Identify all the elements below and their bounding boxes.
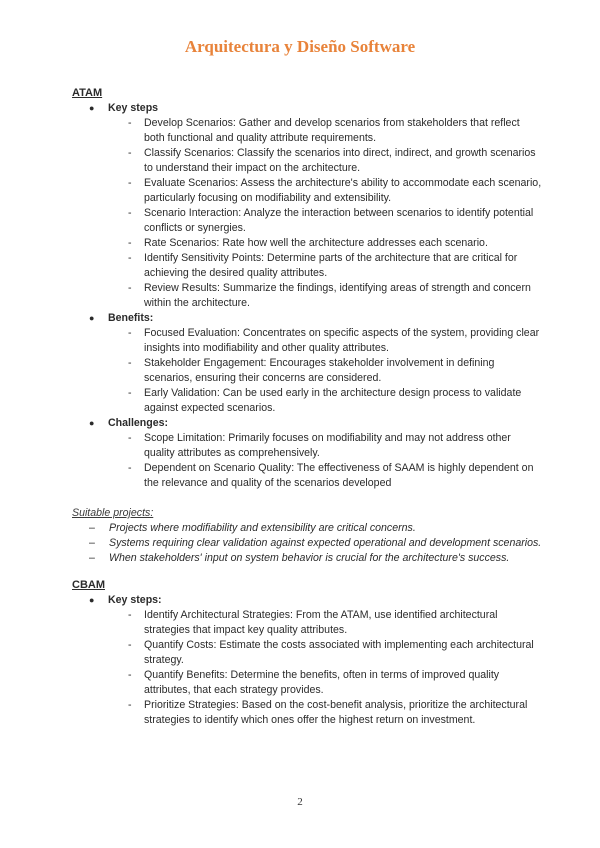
page-title: Arquitectura y Diseño Software [184, 37, 416, 56]
list-item: - Identify Architectural Strategies: From the ATAM, use identified architectural strategies that impact key quality attributes. [128, 609, 498, 636]
list-item: - Rate Scenarios: Rate how well the architecture addresses each scenario. [128, 237, 488, 249]
section-heading-cbam: CBAM [72, 579, 105, 591]
list-item: - Identify Sensitivity Points: Determine parts of the architecture that are critical for achieving the desired quality attributes. [128, 252, 518, 279]
group-challenges: ● Challenges: [89, 417, 169, 429]
list-item: - Prioritize Strategies: Based on the cost-benefit analysis, prioritize the architectural strategies to identify which ones offer the highest return on investment. [128, 699, 528, 726]
bullet-icon: ● [89, 313, 95, 323]
group-benefits: ● Benefits: [89, 312, 154, 324]
group-key-steps: ● Key steps [89, 102, 159, 114]
list-item: - Scenario Interaction: Analyze the interaction between scenarios to identify potential conflicts or synergies. [128, 207, 534, 234]
bullet-icon: ● [89, 103, 95, 113]
list-item: – Systems requiring clear validation against expected operational and development scenarios. [89, 537, 542, 549]
list-item: - Quantify Costs: Estimate the costs associated with implementing each architectural strategy. [128, 639, 534, 666]
list-item: - Scope Limitation: Primarily focuses on modifiability and may not address other quality attributes as comprehensively. [128, 432, 511, 459]
list-item: - Quantify Benefits: Determine the benefits, often in terms of improved quality attributes, that each strategy provides. [128, 669, 500, 696]
list-item: - Classify Scenarios: Classify the scenarios into direct, indirect, and growth scenarios to understand their impact on the architecture. [128, 147, 536, 174]
list-item: - Evaluate Scenarios: Assess the architecture's ability to accommodate each scenario, particularly focusing on modifiability and extensibility. [128, 177, 542, 204]
list-item: - Early Validation: Can be used early in the architecture design process to validate against expected scenarios. [128, 387, 522, 414]
suitable-projects-heading: Suitable projects: [72, 507, 154, 519]
list-item: - Develop Scenarios: Gather and develop scenarios from stakeholders that reflect both functional and quality attribute requirements. [128, 117, 520, 144]
list-item: - Focused Evaluation: Concentrates on specific aspects of the system, providing clear insights into modifiability and other quality attributes. [128, 327, 540, 354]
list-item: - Dependent on Scenario Quality: The effectiveness of SAAM is highly dependent on the relevance and quality of the scenarios developed [128, 462, 534, 489]
bullet-icon: ● [89, 418, 95, 428]
document-body [72, 86, 542, 728]
list-item: - Stakeholder Engagement: Encourages stakeholder involvement in defining scenarios, ensuring their concerns are considered. [128, 357, 495, 384]
list-item: – Projects where modifiability and extensibility are critical concerns. [89, 522, 416, 534]
bullet-icon: ● [89, 595, 95, 605]
list-item: - Review Results: Summarize the findings, identifying areas of strength and concern within the architecture. [128, 282, 531, 309]
page-number: 2 [297, 796, 303, 808]
group-key-steps: ● Key steps: [89, 594, 162, 606]
list-item: – When stakeholders' input on system behavior is crucial for the architecture's success. [89, 552, 510, 564]
section-heading-atam: ATAM [72, 87, 103, 99]
